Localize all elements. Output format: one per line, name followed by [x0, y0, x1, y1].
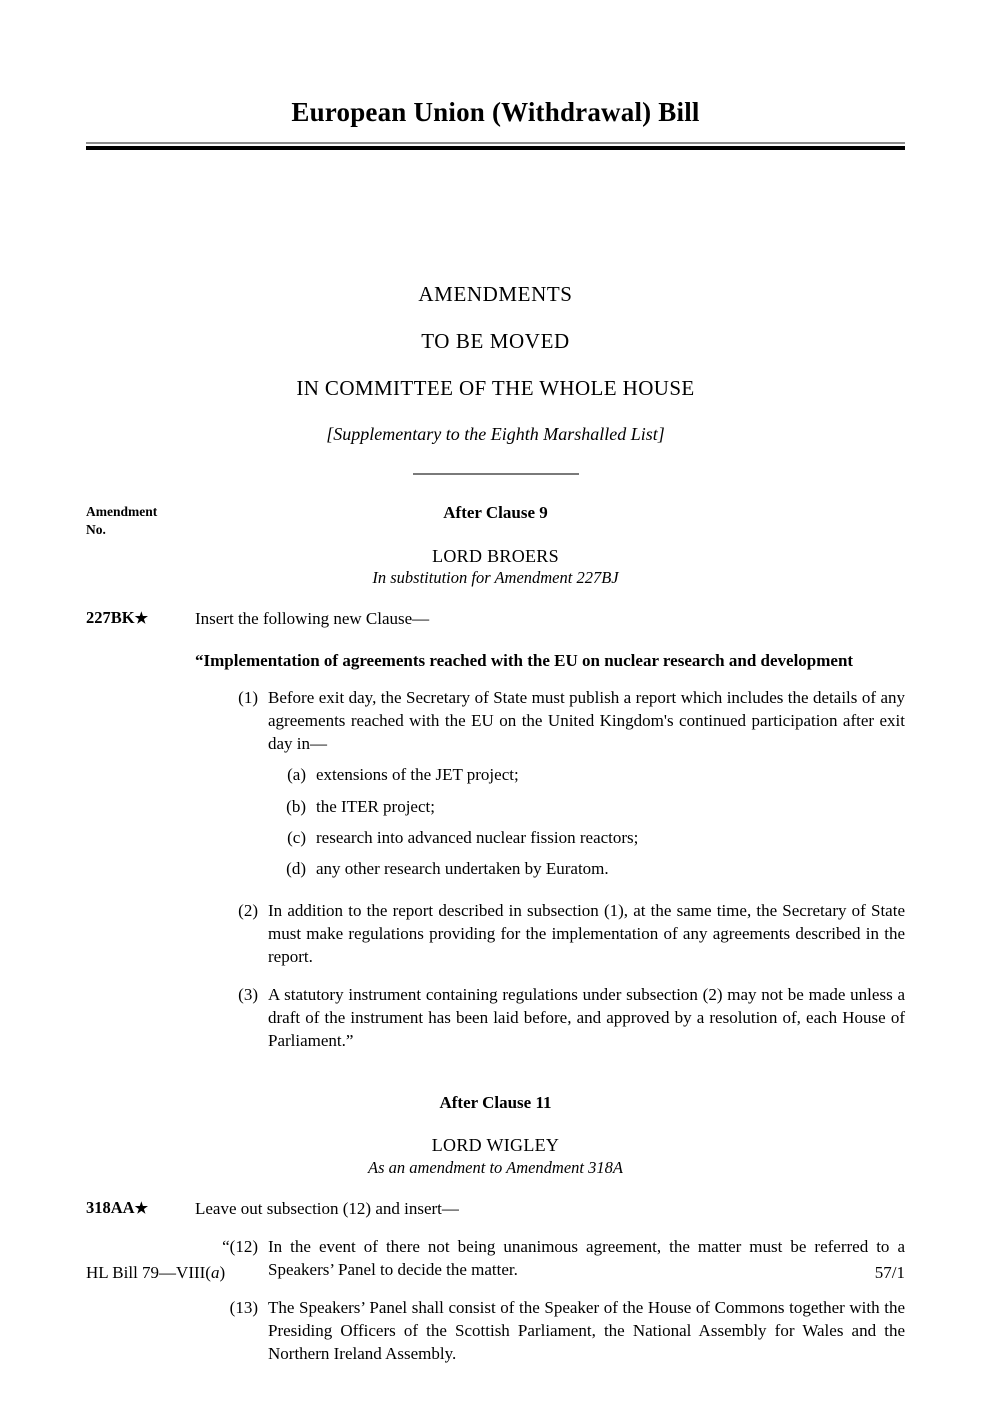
quoted-clause-heading: “Implementation of agreements reached with the EU on nuclear research and development	[195, 650, 854, 670]
subsection-marker: (3)	[238, 985, 258, 1005]
amendment-row	[86, 608, 905, 630]
alpha-text: extensions of the JET project;	[316, 765, 519, 785]
section-heading: After Clause 11	[439, 1092, 552, 1112]
alpha-marker: (d)	[286, 858, 306, 878]
alpha-text: research into advanced nuclear fission reactors;	[316, 827, 639, 847]
bill-reference-suffix: )	[219, 1262, 226, 1282]
amendment-row	[86, 1198, 905, 1220]
page-title: European Union (Withdrawal) Bill	[291, 97, 700, 127]
amendment-lead-in: Insert the following new Clause—	[195, 609, 430, 629]
alpha-item-b	[272, 796, 905, 818]
alpha-marker: (b)	[286, 796, 306, 816]
page-footer	[86, 1263, 905, 1283]
section-sponsor: LORD BROERS	[432, 545, 559, 566]
title-rule	[86, 142, 905, 148]
quoted-subsection-text: In the event of there not being unanimous agreement, the matter must be referred to a Speakers’ Panel to decide the matter.	[268, 1236, 905, 1279]
quoted-subsection-text: The Speakers’ Panel shall consist of the Speaker of the House of Commons together with the Presiding Officers of the Scottish Parliament, the National Assembly for Wales and the Northern Ireland Assembly.	[268, 1297, 905, 1364]
subsection-text: In addition to the report described in subsection (1), at the same time, the Secretary of State must make regulations providing for the implementation of any agreements described in the report.	[268, 900, 905, 967]
section-after-clause-9	[86, 503, 905, 1052]
subsection-text: A statutory instrument containing regulations under subsection (2) may not be made unless a draft of the instrument has been laid before, and approved by a resolution of, each House of Parliament.”	[268, 985, 905, 1051]
amendment-lead-in: Leave out subsection (12) and insert—	[195, 1198, 459, 1218]
star-icon: ★	[134, 1200, 149, 1217]
masthead	[86, 0, 905, 148]
bill-reference-italic: a	[210, 1262, 220, 1282]
section-sponsor-note: As an amendment to Amendment 318A	[368, 1157, 623, 1177]
bill-reference-prefix: HL Bill 79—VIII(	[86, 1262, 211, 1282]
heading-supplementary-note: [Supplementary to the Eighth Marshalled List]	[326, 424, 665, 445]
alpha-marker: (a)	[287, 765, 306, 785]
alpha-item-d	[272, 858, 905, 880]
subsection-marker: (1)	[238, 688, 258, 708]
amendment-number-text: 227BK	[86, 608, 135, 628]
amendment-number	[86, 1198, 190, 1218]
alpha-item-a	[272, 764, 905, 786]
section-sponsor-note: In substitution for Amendment 227BJ	[372, 568, 619, 588]
section-after-clause-11	[86, 1093, 905, 1366]
amendment-number-text: 318AA	[86, 1197, 135, 1217]
amendments-heading-block	[86, 284, 905, 475]
heading-to-be-moved: TO BE MOVED	[421, 329, 570, 354]
quoted-subsection-13	[192, 1296, 905, 1365]
amendment-no-gutter-label	[86, 503, 196, 538]
alpha-text: the ITER project;	[316, 796, 435, 816]
amendment-number	[86, 608, 190, 628]
subsection-1	[216, 686, 905, 755]
heading-divider	[413, 473, 579, 475]
section-sponsor: LORD WIGLEY	[431, 1134, 560, 1155]
document-body	[86, 503, 905, 1365]
subsection-text: Before exit day, the Secretary of State must publish a report which includes the details of any agreements reached with the EU on the United Kingdom's continued participation after exit day in—	[268, 688, 905, 754]
alpha-marker: (c)	[287, 827, 306, 847]
quoted-subsection-marker: (13)	[229, 1297, 258, 1317]
bill-reference	[86, 1263, 225, 1283]
subsection-3	[216, 983, 905, 1052]
subsection-marker: (2)	[238, 900, 258, 920]
heading-in-committee: IN COMMITTEE OF THE WHOLE HOUSE	[296, 376, 695, 401]
page-number: 57/1	[874, 1262, 905, 1282]
subsection-2	[216, 899, 905, 968]
quoted-subsection-marker: “(12)	[222, 1236, 258, 1256]
heading-amendments: AMENDMENTS	[418, 282, 573, 307]
alpha-text: any other research undertaken by Euratom.	[316, 858, 609, 878]
amendment-no-label-line1: Amendment	[86, 504, 158, 520]
star-icon: ★	[134, 611, 149, 628]
amendment-no-label-line2: No.	[86, 521, 106, 537]
alpha-item-c	[272, 827, 905, 849]
section-heading: After Clause 9	[443, 503, 548, 523]
